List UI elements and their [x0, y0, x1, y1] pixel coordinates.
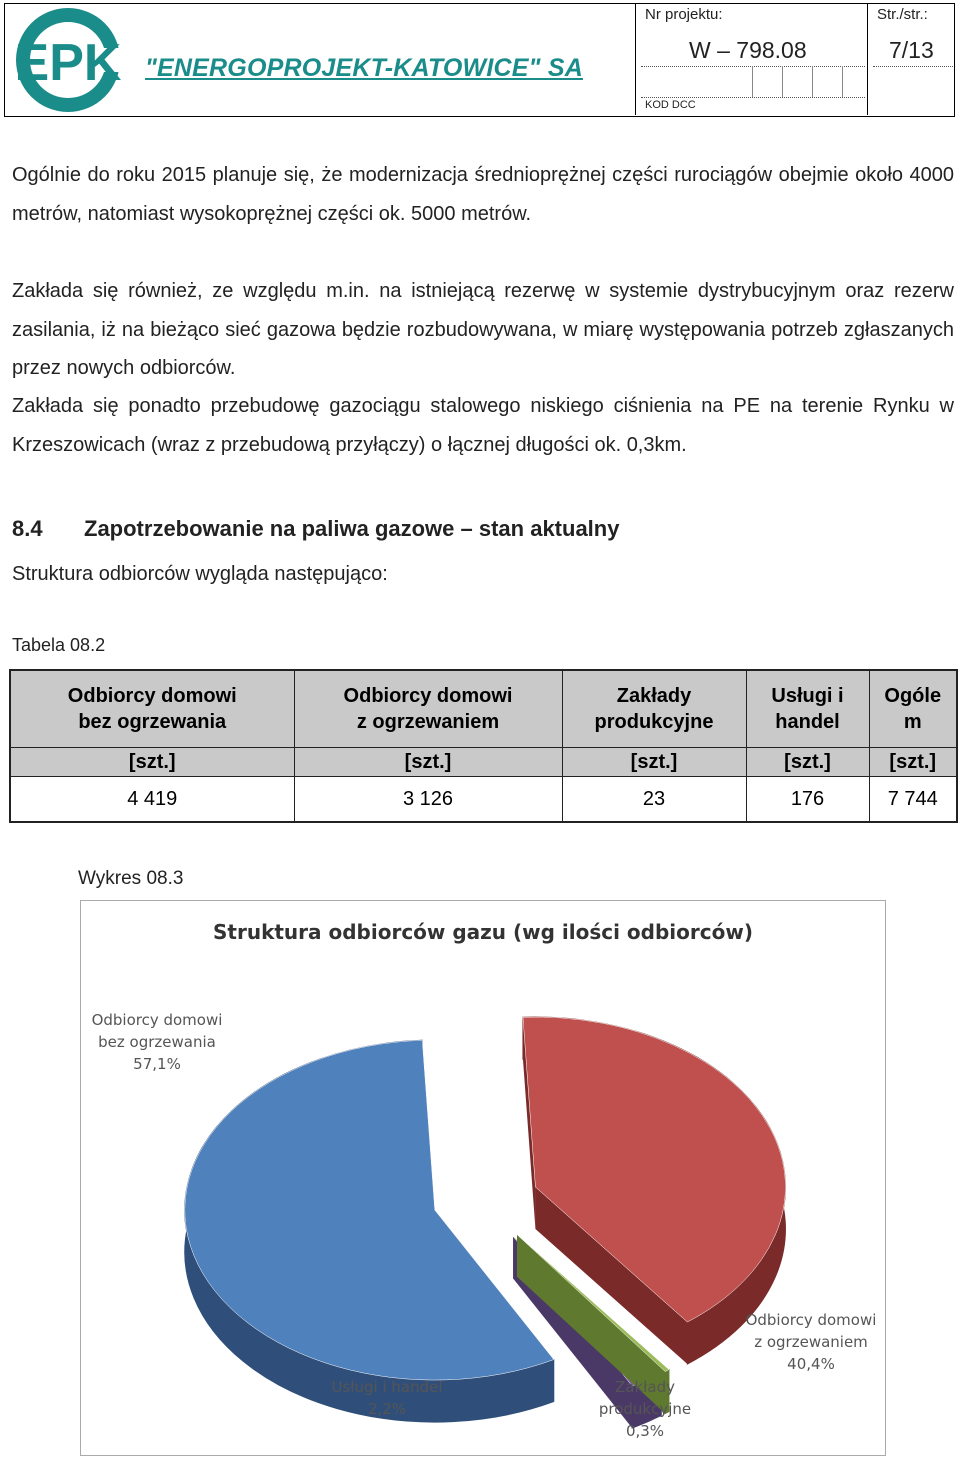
project-label: Nr projektu: [645, 6, 723, 23]
value-cell: 3 126 [294, 777, 562, 823]
slice-label-bez-ogrzewania: Odbiorcy domowi [91, 1011, 223, 1029]
unit-cell: [szt.] [869, 748, 957, 777]
page-number: 7/13 [889, 37, 934, 63]
slice-label-z-ogrzewaniem: 40,4% [787, 1355, 835, 1373]
divider [641, 97, 865, 98]
unit-cell: [szt.] [562, 748, 746, 777]
slice-label-zaklady: produkcyjne [598, 1400, 692, 1418]
company-name: "ENERGOPROJEKT-KATOWICE" SA [145, 54, 583, 82]
header-cell: Usługi i handel [746, 670, 869, 748]
page-label: Str./str.: [877, 6, 928, 23]
table-caption: Tabela 08.2 [12, 635, 106, 655]
pie-chart [80, 900, 886, 1456]
unit-cell: [szt.] [10, 748, 294, 777]
kod-box [752, 66, 783, 98]
section-heading [12, 516, 619, 542]
header-cell: Zakłady produkcyjne [562, 670, 746, 748]
chart-caption: Wykres 08.3 [78, 868, 184, 889]
slice-label-uslugi: Usługi i handel [331, 1378, 443, 1396]
header-cell: Ogóle m [869, 670, 957, 748]
company-logo [11, 4, 131, 116]
kod-box [782, 66, 813, 98]
section-title: Zapotrzebowanie na paliwa gazowe – stan aktualny [84, 516, 620, 541]
chart-title: Struktura odbiorców gazu (wg ilości odbiorców) [213, 920, 753, 944]
table-header-row [10, 670, 957, 748]
slice-label-zaklady: 0,3% [625, 1422, 665, 1440]
consumers-table [9, 669, 958, 823]
slice-label-bez-ogrzewania: 57,1% [133, 1055, 181, 1073]
paragraph-modernization: Ogólnie do roku 2015 planuje się, że modernizacja średnioprężnej części rurociągów obejmie około 4000 metrów, natomiast wysokoprężnej części ok. 5000 metrów. [12, 164, 954, 225]
pie-chart-svg [81, 901, 885, 1455]
slice-label-bez-ogrzewania: bez ogrzewania [98, 1033, 216, 1051]
kod-label: KOD DCC [645, 99, 696, 111]
header-cell: Odbiorcy domowi z ogrzewaniem [294, 670, 562, 748]
slice-label-z-ogrzewaniem: z ogrzewaniem [754, 1333, 868, 1351]
logo-text: EPK [14, 34, 122, 92]
document-header [4, 3, 955, 117]
unit-cell: [szt.] [746, 748, 869, 777]
header-cell: Odbiorcy domowi bez ogrzewania [10, 670, 294, 748]
project-number: W – 798.08 [689, 37, 807, 63]
value-cell: 23 [562, 777, 746, 823]
project-cell [637, 4, 868, 115]
paragraph-network-expansion: Zakłada się również, ze względu m.in. na istniejącą rezerwę w systemie dystrybucyjnym oraz rezerw zasilania, iż na bieżąco sieć gazowa będzie rozbudowywana, w miarę występowania potrzeb zgłaszanych przez nowych odbiorców. [12, 280, 954, 379]
slice-label-zaklady: Zakłady [614, 1378, 676, 1396]
intro-text: Struktura odbiorców wygląda następująco: [12, 563, 388, 585]
logo-cell [5, 4, 636, 115]
paragraph-reconstruction: Zakłada się ponadto przebudowę gazociągu stalowego niskiego ciśnienia na PE na terenie Rynku w Krzeszowicach (wraz z przebudową przyłączy) o łącznej długości ok. 0,3km. [12, 395, 954, 456]
value-cell: 7 744 [869, 777, 957, 823]
value-cell: 4 419 [10, 777, 294, 823]
value-cell: 176 [746, 777, 869, 823]
table-unit-row [10, 748, 957, 777]
page-cell [869, 4, 955, 115]
table-row [10, 777, 957, 823]
divider [873, 66, 953, 67]
section-number: 8.4 [12, 516, 43, 541]
unit-cell: [szt.] [294, 748, 562, 777]
kod-box [812, 66, 843, 98]
slice-label-uslugi: 2,2% [367, 1400, 407, 1418]
slice-label-z-ogrzewaniem: Odbiorcy domowi [745, 1311, 877, 1329]
